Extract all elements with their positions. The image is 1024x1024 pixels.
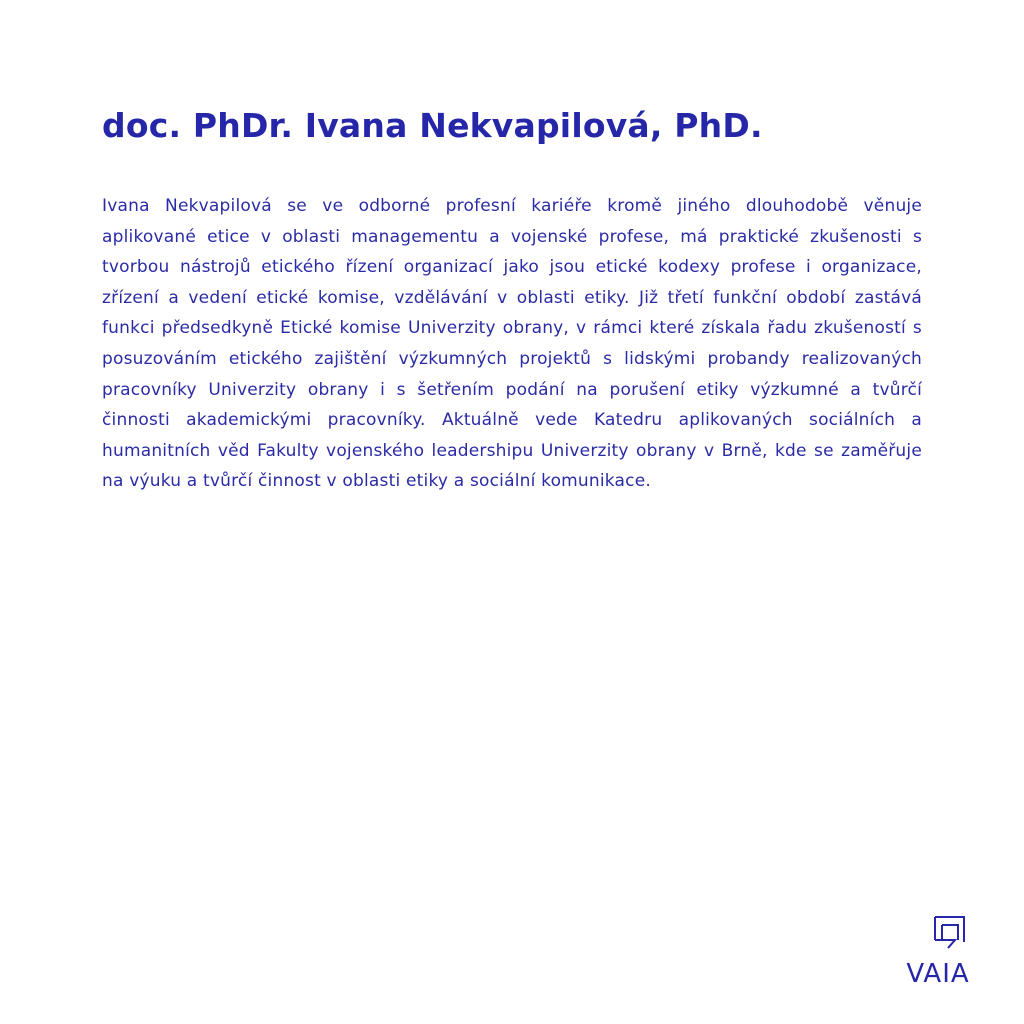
page-title: doc. PhDr. Ivana Nekvapilová, PhD. — [102, 106, 763, 145]
vaia-logo — [898, 910, 982, 986]
square-corner-logo-icon — [898, 910, 982, 986]
logo-wordmark: VAIA — [906, 959, 970, 986]
bio-paragraph: Ivana Nekvapilová se ve odborné profesní kariéře kromě jiného dlouhodobě věnuje aplikované etice v oblasti managementu a vojenské profese, má praktické zkušenosti s tvorbou nástrojů etického řízení organizací jako jsou etické kodexy profese i organizace, zřízení a vedení etické komise, vzdělávání v oblasti etiky. Již třetí funkční období zastává funkci předsedkyně Etické komise Univerzity obrany, v rámci které získala řadu zkušeností s posuzováním etického zajištění výzkumných projektů s lidskými probandy realizovaných pracovníky Univerzity obrany i s šetřením podání na porušení etiky výzkumné a tvůrčí činnosti akademickými pracovníky. Aktuálně vede Katedru aplikovaných sociálních a humanitních věd Fakulty vojenského leadershipu Univerzity obrany v Brně, kde se zaměřuje na výuku a tvůrčí činnost v oblasti etiky a sociální komunikace. — [102, 196, 922, 492]
